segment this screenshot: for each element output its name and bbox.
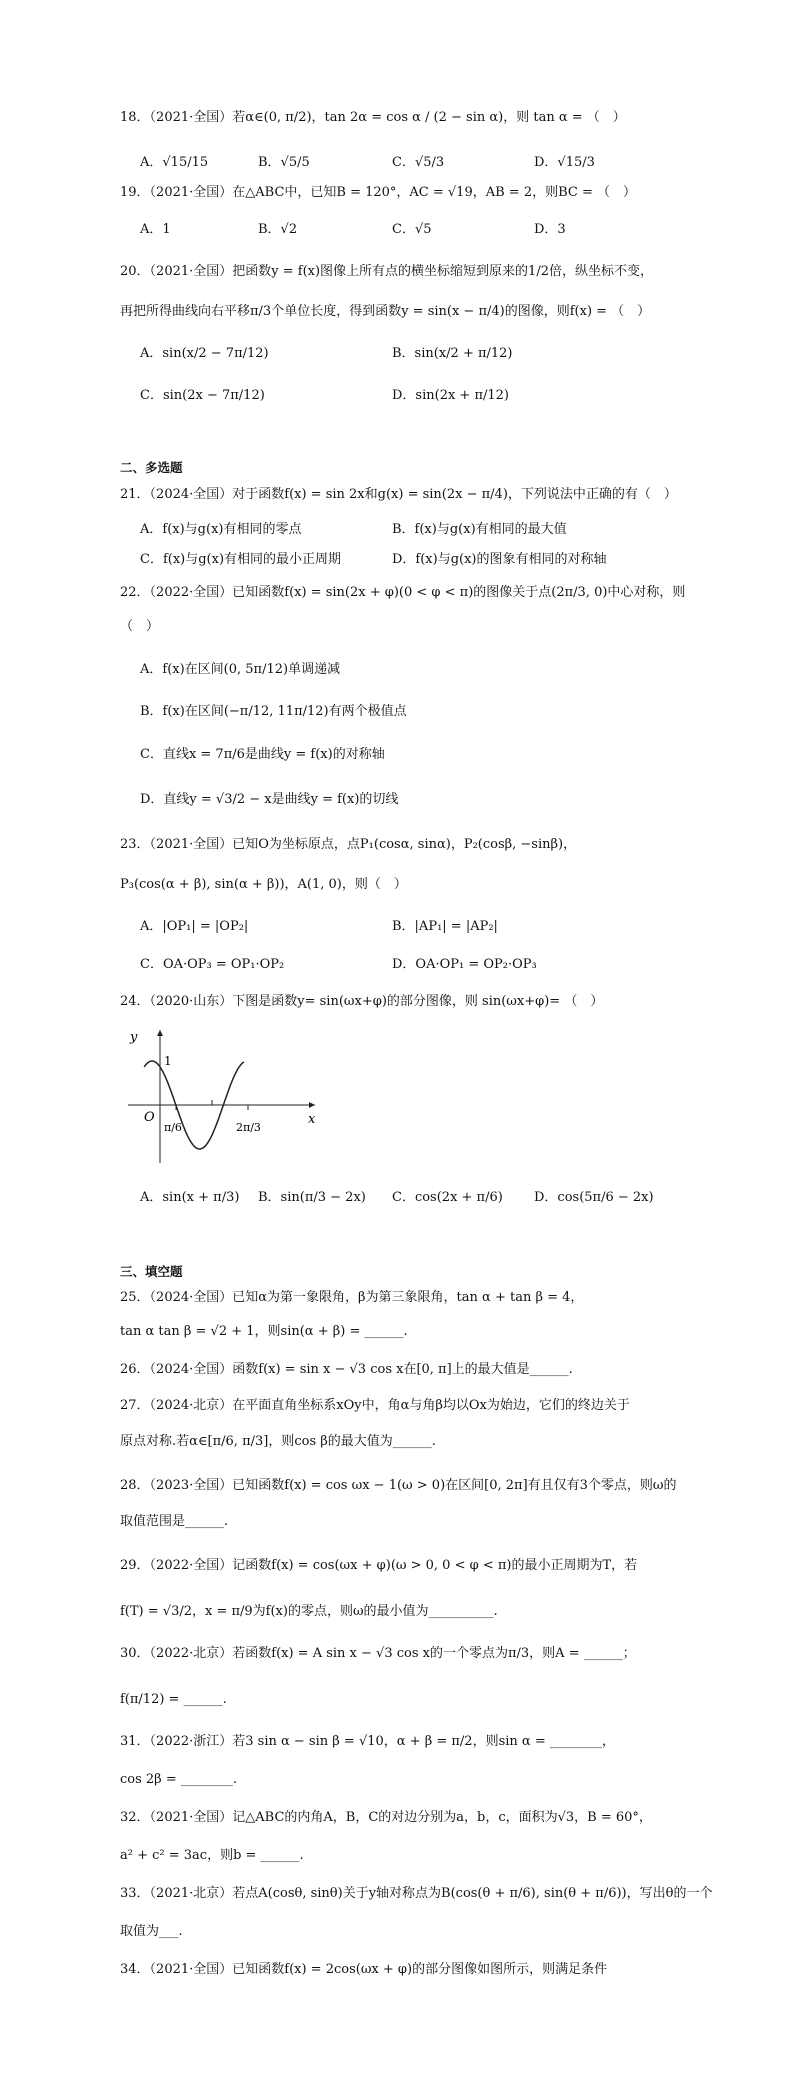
question-28-line2: 取值范围是______. (120, 1514, 229, 1529)
q20-option-c: C．sin(2x − 7π/12) (140, 388, 265, 403)
q19-option-b: B．√2 (258, 222, 298, 237)
q19-option-c: C．√5 (392, 222, 432, 237)
origin-label: O (144, 1110, 155, 1125)
question-25-line1: 25．（2024·全国）已知α为第一象限角，β为第三象限角，tan α + tan β = 4， (120, 1290, 584, 1305)
question-28-line1: 28．（2023·全国）已知函数f(x) = cos ωx − 1(ω > 0)在区间[0, 2π]有且仅有3个零点，则ω的 (120, 1478, 677, 1493)
question-33-line1: 33．（2021·北京）若点A(cosθ, sinθ)关于y轴对称点为B(cos(θ + π/6), sin(θ + π/6))，写出θ的一个 (120, 1886, 713, 1901)
question-25-line2: tan α tan β = √2 + 1，则sin(α + β) = ______. (120, 1324, 408, 1339)
question-23-line2: P₃(cos(α + β), sin(α + β))，A(1, 0)，则（ ） (120, 877, 407, 892)
q18-option-b: B．√5/5 (258, 155, 310, 170)
question-22-stem: 22．（2022·全国）已知函数f(x) = sin(2x + φ)(0 < φ < π)的图像关于点(2π/3, 0)中心对称，则 (120, 585, 686, 600)
question-24-stem: 24．（2020·山东）下图是函数y= sin(ωx+φ)的部分图像，则 sin(ωx+φ)= （ ） (120, 994, 604, 1009)
q23-option-d: D．OA·OP₁ = OP₂·OP₃ (392, 957, 537, 972)
question-22-stem-bracket: （ ） (120, 619, 160, 634)
q20-option-d: D．sin(2x + π/12) (392, 388, 509, 403)
question-32-line2: a² + c² = 3ac，则b = ______. (120, 1848, 304, 1863)
q23-option-c: C．OA·OP₃ = OP₁·OP₂ (140, 957, 285, 972)
y-axis-label: y (130, 1030, 138, 1045)
q24-option-d: D．cos(5π/6 − 2x) (534, 1190, 654, 1205)
q19-option-d: D．3 (534, 222, 566, 237)
q18-option-d: D．√15/3 (534, 155, 595, 170)
question-32-line1: 32．（2021·全国）记△ABC的内角A，B，C的对边分别为a，b，c，面积为√3，B = 60°， (120, 1810, 652, 1825)
question-33-line2: 取值为___. (120, 1924, 183, 1939)
q18-option-a: A．√15/15 (140, 155, 209, 170)
q23-option-b: B．|AP₁| = |AP₂| (392, 919, 498, 934)
question-18-stem: 18．（2021·全国）若α∈(0, π/2)，tan 2α = cos α / (2 − sin α)，则 tan α = （ ） (120, 110, 626, 125)
question-27-line1: 27．（2024·北京）在平面直角坐标系xOy中，角α与角β均以Ox为始边，它们的终边关于 (120, 1398, 630, 1413)
q22-option-c: C．直线x = 7π/6是曲线y = f(x)的对称轴 (140, 747, 385, 762)
question-27-line2: 原点对称.若α∈[π/6, π/3]，则cos β的最大值为______. (120, 1434, 436, 1449)
x-axis-label: x (308, 1112, 316, 1127)
q24-option-c: C．cos(2x + π/6) (392, 1190, 503, 1205)
q21-option-b: B．f(x)与g(x)有相同的最大值 (392, 522, 567, 537)
question-31-line1: 31．（2022·浙江）若3 sin α − sin β = √10，α + β = π/2，则sin α = ________， (120, 1734, 615, 1749)
section-heading-fill-in: 三、填空题 (120, 1264, 183, 1279)
q20-option-a: A．sin(x/2 − 7π/12) (140, 346, 269, 361)
question-29-line1: 29．（2022·全国）记函数f(x) = cos(ωx + φ)(ω > 0, 0 < φ < π)的最小正周期为T，若 (120, 1558, 638, 1573)
question-29-line2: f(T) = √3/2，x = π/9为f(x)的零点，则ω的最小值为__________. (120, 1604, 498, 1619)
tick-label-2pi-3: 2π/3 (236, 1121, 261, 1134)
question-31-line2: cos 2β = ________. (120, 1772, 237, 1787)
tick-label-pi-6: π/6 (164, 1121, 182, 1134)
q24-option-b: B．sin(π/3 − 2x) (258, 1190, 366, 1205)
q19-option-a: A．1 (140, 222, 171, 237)
question-21-stem: 21．（2024·全国）对于函数f(x) = sin 2x和g(x) = sin(2x − π/4)，下列说法中正确的有（ ） (120, 487, 677, 502)
question-23-line1: 23．（2021·全国）已知O为坐标原点，点P₁(cosα, sinα)，P₂(cosβ, −sinβ)， (120, 837, 577, 852)
q23-option-a: A．|OP₁| = |OP₂| (140, 919, 249, 934)
sine-graph-figure (120, 1025, 320, 1165)
y-one-label: 1 (164, 1054, 172, 1068)
question-30-line2: f(π/12) = ______. (120, 1692, 227, 1707)
q21-option-d: D．f(x)与g(x)的图象有相同的对称轴 (392, 552, 607, 567)
q18-option-c: C．√5/3 (392, 155, 445, 170)
q21-option-c: C．f(x)与g(x)有相同的最小正周期 (140, 552, 342, 567)
question-19-stem: 19．（2021·全国）在△ABC中，已知B = 120°，AC = √19，AB = 2，则BC = （ ） (120, 185, 636, 200)
question-20-line1: 20．（2021·全国）把函数y = f(x)图像上所有点的横坐标缩短到原来的1/2倍，纵坐标不变， (120, 264, 653, 279)
question-26: 26．（2024·全国）函数f(x) = sin x − √3 cos x在[0, π]上的最大值是______. (120, 1362, 573, 1377)
question-30-line1: 30．（2022·北京）若函数f(x) = A sin x − √3 cos x的一个零点为π/3，则A = ______； (120, 1646, 636, 1661)
question-20-line2: 再把所得曲线向右平移π/3个单位长度，得到函数y = sin(x − π/4)的图像，则f(x) = （ ） (120, 304, 651, 319)
section-heading-multiple-choice: 二、多选题 (120, 460, 183, 475)
q22-option-a: A．f(x)在区间(0, 5π/12)单调递减 (140, 662, 341, 677)
q20-option-b: B．sin(x/2 + π/12) (392, 346, 513, 361)
q22-option-d: D．直线y = √3/2 − x是曲线y = f(x)的切线 (140, 792, 399, 807)
q24-option-a: A．sin(x + π/3) (140, 1190, 240, 1205)
question-34: 34．（2021·全国）已知函数f(x) = 2cos(ωx + φ)的部分图像如图所示，则满足条件 (120, 1962, 608, 1977)
q21-option-a: A．f(x)与g(x)有相同的零点 (140, 522, 302, 537)
q22-option-b: B．f(x)在区间(−π/12, 11π/12)有两个极值点 (140, 704, 407, 719)
